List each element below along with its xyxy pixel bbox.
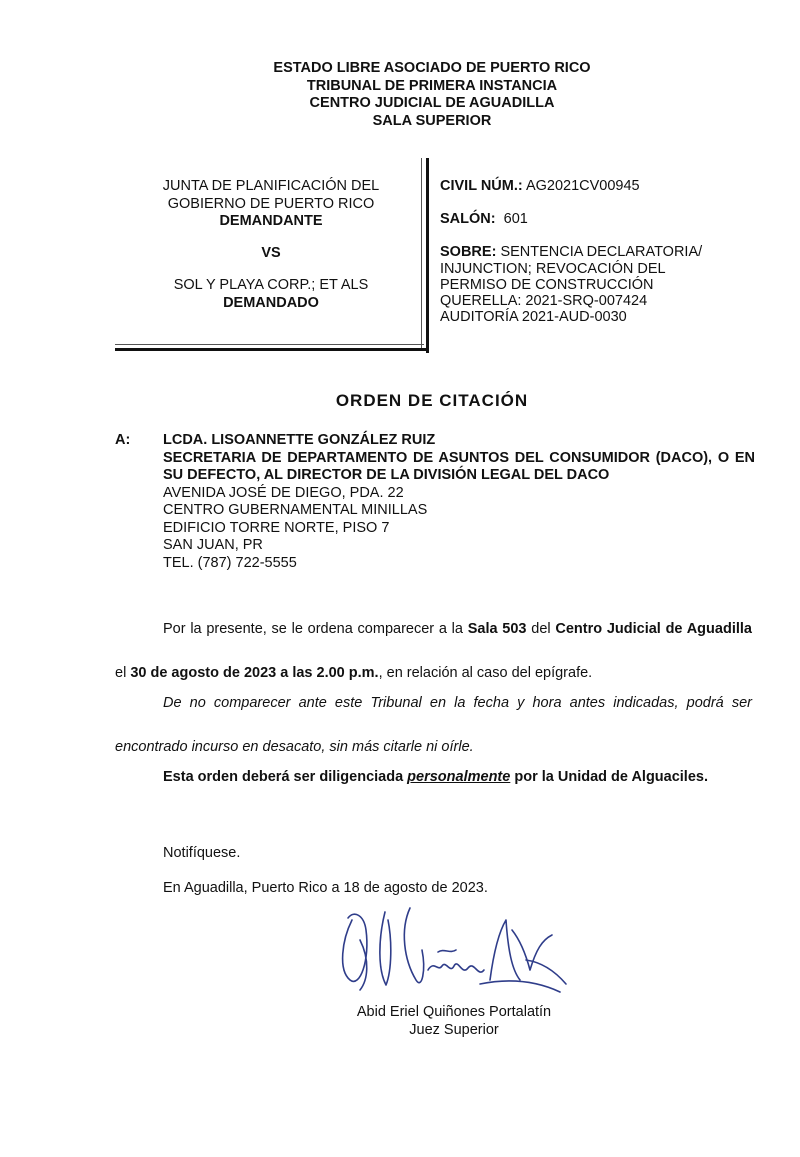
paragraph-contempt-warning: De no comparecer ante este Tribunal en la fecha y hora antes indicadas, podrá ser encontrado incurso en desacato, sin más citarle ni oírle.: [115, 695, 752, 755]
paragraph-service-order: [115, 755, 752, 799]
plaintiff-role: DEMANDANTE: [219, 213, 323, 229]
defendant-line-1: SOL Y PLAYA CORP.; ET ALS: [173, 277, 369, 293]
p1-text-b: del: [526, 621, 556, 637]
header-line-1: ESTADO LIBRE ASOCIADO DE PUERTO RICO: [273, 60, 591, 76]
sobre-line-2: INJUNCTION; REVOCACIÓN DEL: [440, 260, 666, 277]
addressee-label: A:: [115, 432, 131, 448]
sobre-label: SOBRE:: [440, 244, 497, 261]
addressee-name: LCDA. LISOANNETTE GONZÁLEZ RUIZ: [163, 432, 436, 448]
judge-name: Abid Eriel Quiñones Portalatín: [356, 1004, 552, 1020]
p3-text-a: Esta orden deberá ser diligenciada: [163, 769, 408, 785]
sobre-line-1: SENTENCIA DECLARATORIA/: [500, 244, 703, 261]
p1-text-c: el: [115, 665, 131, 681]
civil-number-row: [440, 178, 760, 194]
signature-block: [300, 1003, 608, 1039]
sobre-block: [440, 244, 760, 325]
caption-vertical-rule-inner: [421, 158, 422, 348]
p3-text-b: por la Unidad de Alguaciles.: [510, 769, 708, 785]
judge-signature: [330, 900, 570, 1010]
case-info-box: [440, 178, 760, 325]
place-date-line: En Aguadilla, Puerto Rico a 18 de agosto de 2023.: [163, 880, 488, 896]
addressee-address-3: EDIFICIO TORRE NORTE, PISO 7: [163, 519, 390, 536]
versus-label: VS: [261, 244, 281, 261]
court-header: [0, 60, 800, 130]
notify-line: Notifíquese.: [163, 845, 241, 861]
caption-horizontal-rule: [115, 348, 429, 351]
addressee-block: [115, 432, 755, 572]
plaintiff-line-2: GOBIERNO DE PUERTO RICO: [167, 195, 375, 212]
sobre-line-5: AUDITORÍA 2021-AUD-0030: [440, 309, 627, 326]
p3-emphasis: personalmente: [407, 769, 511, 785]
judge-title: Juez Superior: [409, 1022, 499, 1038]
document-title-text: ORDEN DE CITACIÓN: [335, 391, 529, 410]
parties-box: [115, 158, 427, 353]
header-line-2: TRIBUNAL DE PRIMERA INSTANCIA: [306, 77, 558, 94]
salon-row: [440, 211, 760, 227]
case-caption: [115, 158, 755, 358]
header-line-3: CENTRO JUDICIAL DE AGUADILLA: [309, 95, 555, 111]
p1-sala: Sala 503: [467, 621, 527, 637]
header-line-4: SALA SUPERIOR: [372, 112, 492, 129]
addressee-position: SECRETARIA DE DEPARTAMENTO DE ASUNTOS DEL CONSUMIDOR (DACO), O EN SU DEFECTO, AL DIRECTOR DE LA DIVISIÓN LEGAL DEL DACO: [163, 449, 755, 483]
addressee-address-4: SAN JUAN, PR: [163, 537, 263, 553]
addressee-address-1: AVENIDA JOSÉ DE DIEGO, PDA. 22: [163, 484, 404, 501]
p1-fecha: 30 de agosto de 2023 a las 2.00 p.m.: [130, 665, 379, 681]
p1-text-d: , en relación al caso del epígrafe.: [378, 665, 593, 681]
document-title: [0, 391, 800, 411]
caption-horizontal-rule-inner: [115, 344, 424, 345]
sobre-line-4: QUERELLA: 2021-SRQ-007424: [440, 293, 648, 310]
p1-centro: Centro Judicial de Aguadilla: [555, 621, 752, 637]
plaintiff-line-1: JUNTA DE PLANIFICACIÓN DEL: [162, 178, 380, 194]
civil-number-value: AG2021CV00945: [525, 178, 640, 194]
defendant-role: DEMANDADO: [223, 294, 319, 311]
salon-value: 601: [503, 211, 528, 228]
addressee-address-2: CENTRO GUBERNAMENTAL MINILLAS: [163, 502, 428, 518]
civil-number-label: CIVIL NÚM.:: [440, 178, 523, 194]
sobre-line-3: PERMISO DE CONSTRUCCIÓN: [440, 276, 654, 293]
caption-vertical-rule: [426, 158, 429, 353]
addressee-phone: TEL. (787) 722-5555: [163, 554, 297, 571]
salon-label: SALÓN:: [440, 211, 496, 228]
p1-text-a: Por la presente, se le ordena comparecer a la: [163, 621, 468, 637]
